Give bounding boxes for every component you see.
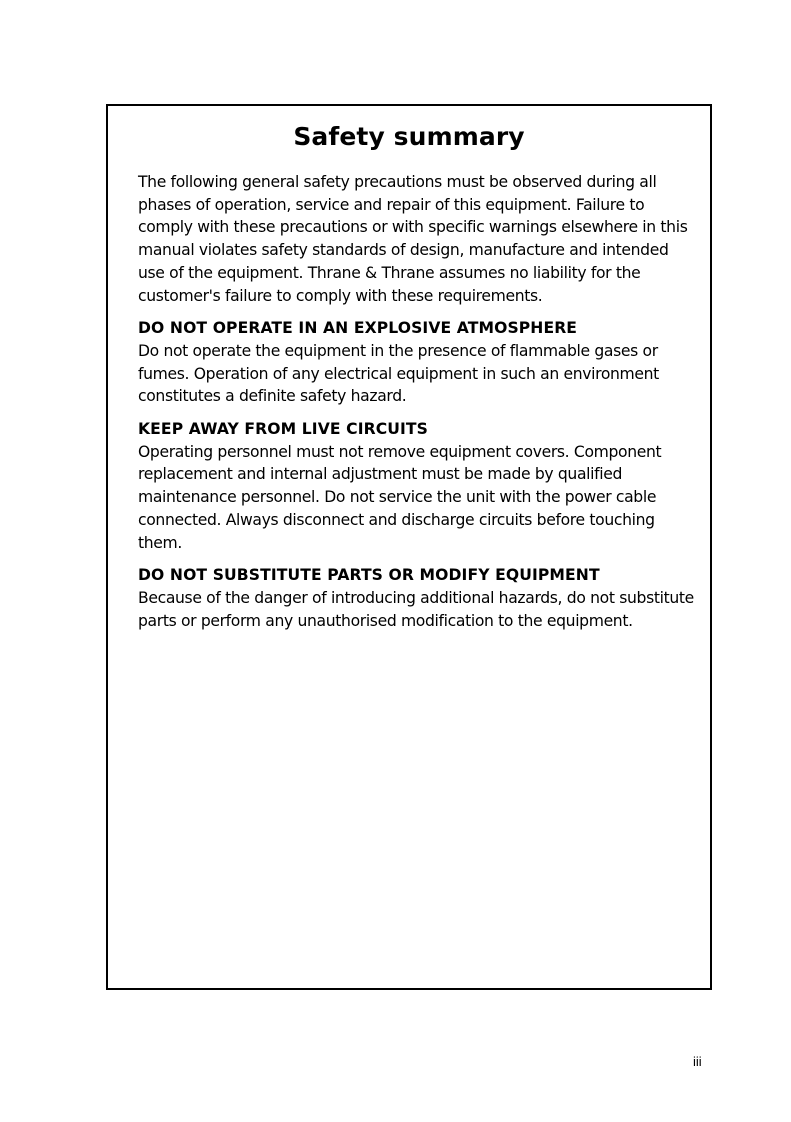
section-substitute-parts (138, 564, 698, 632)
section-heading: DO NOT SUBSTITUTE PARTS OR MODIFY EQUIPMENT (138, 566, 600, 585)
page-number: iii (693, 1054, 702, 1069)
intro-paragraph: The following general safety precautions must be observed during all phases of operation, service and repair of this equipment. Failure to comply with these precautions or with specific warnings elsewhere in this manual violates safety standards of design, manufacture and intended use of the equipment. Thrane & Thrane assumes no liability for the customer's failure to comply with these requirements. (138, 173, 688, 305)
section-live-circuits (138, 418, 698, 554)
page-title: Safety summary (293, 122, 525, 151)
safety-summary-box (106, 104, 712, 990)
section-body: Because of the danger of introducing additional hazards, do not substitute parts or perform any unauthorised modification to the equipment. (138, 588, 694, 630)
section-explosive-atmosphere (138, 317, 698, 408)
section-body: Do not operate the equipment in the presence of flammable gases or fumes. Operation of any electrical equipment in such an environment constitutes a definite safety hazard. (138, 341, 659, 406)
safety-content (138, 171, 698, 632)
section-heading: KEEP AWAY FROM LIVE CIRCUITS (138, 420, 428, 439)
section-heading: DO NOT OPERATE IN AN EXPLOSIVE ATMOSPHERE (138, 319, 578, 338)
section-body: Operating personnel must not remove equipment covers. Component replacement and internal adjustment must be made by qualified maintenance personnel. Do not service the unit with the power cable connected. Always disconnect and discharge circuits before touching them. (138, 442, 662, 552)
